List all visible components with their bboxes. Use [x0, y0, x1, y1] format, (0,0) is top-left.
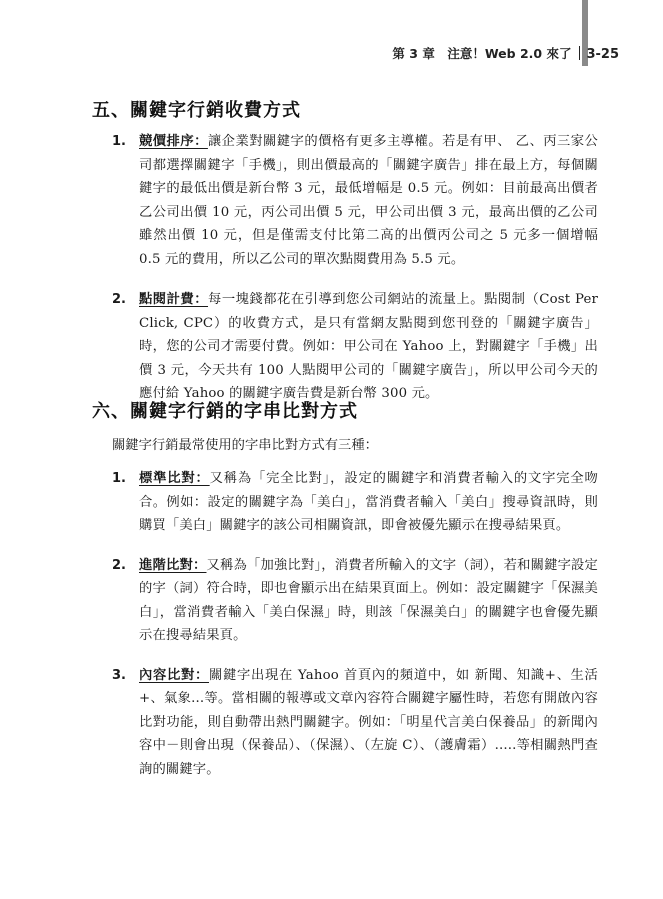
item-body [139, 130, 598, 271]
section-heading-6: 六、關鍵字行銷的字串比對方式 [92, 401, 358, 422]
item-text: 讓企業對關鍵字的價格有更多主導權。若是有甲、 乙、丙三家公司都選擇關鍵字「手機」，則出價最高的「關鍵字廣告」排在最上方，每個關鍵字的最低出價是新台幣 3 元，最低增幅是 0.5 元。例如：目前最高出價者乙公司出價 10 元，丙公司出價 5 元，甲公司出價 3 元，最高出價的乙公司雖然出價 10 元，但是僅需支付比第二高的出價丙公司之 5 元多一個增幅 0.5 元的費用，所以乙公司的單次點閱費用為 5.5 元。 [139, 134, 599, 267]
list-item [112, 664, 598, 782]
chapter-title: 第 3 章 注意！Web 2.0 來了 [392, 46, 572, 61]
item-text: 每一塊錢都花在引導到您公司網站的流量上。點閱制（Cost Per Click, CPC）的收費方式，是只有當網友點閱到您刊登的「關鍵字廣告」時，您的公司才需要付費。例如：甲公司在 Yahoo 上，對關鍵字「手機」出價 3 元，今天共有 100 人點閱甲公司的「關鍵字廣告」，所以甲公司今天的應付給 Yahoo 的關鍵字廣告費是新台幣 300 元。 [139, 292, 598, 401]
section-heading-5: 五、關鍵字行銷收費方式 [92, 100, 301, 121]
item-body [139, 288, 598, 406]
item-text: 關鍵字出現在 Yahoo 首頁內的頻道中，如 新聞、知識+、生活+、氣象...等。當相關的報導或文章內容符合關鍵字屬性時，若您有開啟內容比對功能，則自動帶出熱門關鍵字。例如：「明星代言美白保養品」的新聞內容中－則會出現（保養品）、（保濕）、（左旋 C）、（護膚霜）.....等相關熱門查詢的關鍵字。 [139, 667, 599, 777]
item-body [139, 664, 598, 782]
item-term: 點閱計費： [139, 292, 209, 307]
list-item [112, 554, 598, 648]
section-intro: 關鍵字行銷最常使用的字串比對方式有三種： [112, 438, 378, 453]
item-number: 3. [112, 667, 126, 683]
running-head [392, 44, 619, 62]
item-body [139, 467, 598, 538]
item-term: 標準比對： [139, 471, 210, 486]
item-number: 2. [112, 557, 126, 573]
page-number: 3-25 [586, 47, 619, 62]
item-term: 競價排序： [139, 134, 208, 149]
item-text: 又稱為「加強比對」，消費者所輸入的文字（詞），若和關鍵字設定的字（詞）符合時，即也會顯示出在結果頁面上。例如：設定關鍵字「保濕美白」，當消費者輸入「美白保濕」時，則該「保濕美白」的關鍵字也會優先顯示在搜尋結果頁。 [139, 557, 599, 643]
list-item [112, 467, 598, 538]
item-term: 進階比對： [139, 557, 207, 573]
section-5-list [112, 130, 598, 406]
list-item [112, 288, 598, 406]
item-number: 2. [112, 292, 126, 307]
section-6-list [112, 467, 598, 781]
item-term: 內容比對： [139, 667, 209, 683]
item-number: 1. [112, 134, 126, 149]
list-item [112, 130, 598, 271]
header-divider [579, 46, 580, 60]
item-number: 1. [112, 471, 126, 486]
item-body [139, 554, 598, 648]
item-text: 又稱為「完全比對」，設定的關鍵字和消費者輸入的文字完全吻合。例如：設定的關鍵字為「美白」，當消費者輸入「美白」搜尋資訊時，則購買「美白」關鍵字的該公司相關資訊，即會被優先顯示在搜尋結果頁。 [139, 471, 598, 533]
